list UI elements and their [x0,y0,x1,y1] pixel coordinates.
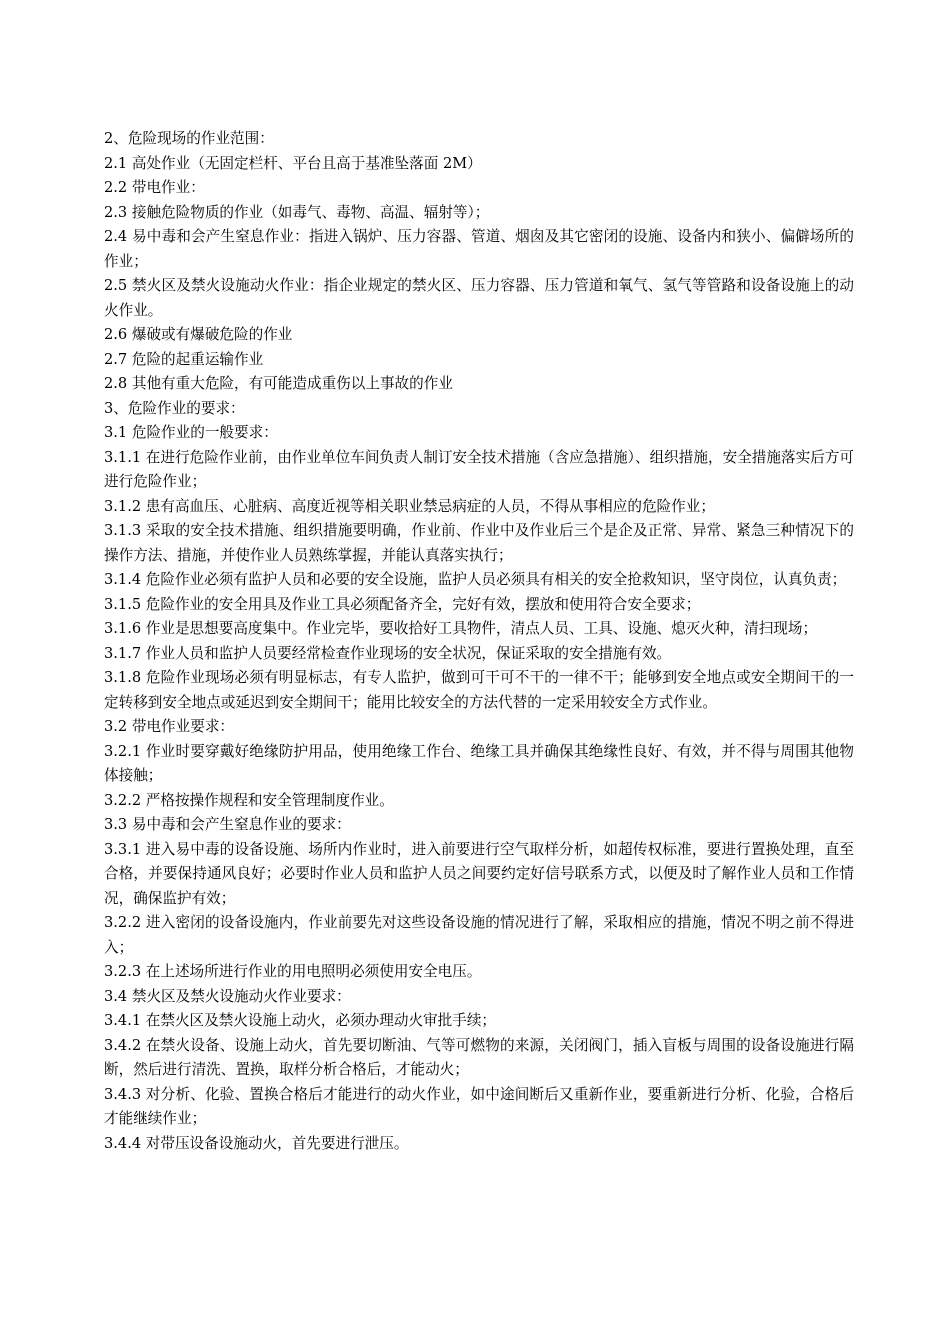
paragraph: 3.3 易中毒和会产生窒息作业的要求： [104,816,351,833]
paragraph: 3.3.1 进入易中毒的设备设施、场所内作业时，进入前要进行空气取样分析，如超传权标准，要进行置换处理，直至合格，并要保持通风良好；必要时作业人员和监护人员之间要约定好信号联系方式，以便及时了解作业人员和工作情况，确保监护有效； [104,840,854,907]
paragraph: 3.2.1 作业时要穿戴好绝缘防护用品，使用绝缘工作台、绝缘工具并确保其绝缘性良好、有效，并不得与周围其他物体接触； [104,742,854,784]
paragraph: 2.2 带电作业： [104,179,205,196]
paragraph: 3.4.4 对带压设备设施动火，首先要进行泄压。 [104,1134,409,1152]
paragraph: 3.1.1 在进行危险作业前，由作业单位车间负责人制订安全技术措施（含应急措施）、组织措施，安全措施落实后方可进行危险作业； [104,448,854,490]
paragraph: 2.5 禁火区及禁火设施动火作业：指企业规定的禁火区、压力容器、压力管道和氧气、氢气等管路和设备设施上的动火作业。 [104,277,854,319]
paragraph: 2.4 易中毒和会产生窒息作业：指进入锅炉、压力容器、管道、烟囱及其它密闭的设施、设备内和狭小、偏僻场所的作业； [104,228,854,270]
paragraph: 3.4 禁火区及禁火设施动火作业要求： [104,987,351,1005]
paragraph: 3.4.1 在禁火区及禁火设施上动火，必须办理动火审批手续； [104,1012,497,1029]
paragraph: 2.1 高处作业（无固定栏杆、平台且高于基准坠落面 2M） [104,154,482,172]
paragraph: 3.1.2 患有高血压、心脏病、高度近视等相关职业禁忌病症的人员，不得从事相应的危险作业； [104,497,715,515]
paragraph: 3.1.5 危险作业的安全用具及作业工具必须配备齐全，完好有效，摆放和使用符合安全要求； [104,595,701,613]
paragraph: 3.1.7 作业人员和监护人员要经常检查作业现场的安全状况，保证采取的安全措施有效。 [104,644,672,662]
paragraph: 3.2.2 进入密闭的设备设施内，作业前要先对这些设备设施的情况进行了解，采取相应的措施，情况不明之前不得进入； [104,914,854,956]
paragraph: 3.2.2 严格按操作规程和安全管理制度作业。 [104,791,394,809]
paragraph: 3.4.3 对分析、化验、置换合格后才能进行的动火作业，如中途间断后又重新作业，要重新进行分析、化验，合格后才能继续作业； [104,1085,854,1127]
paragraph: 2.3 接触危险物质的作业（如毒气、毒物、高温、辐射等）； [104,203,490,221]
paragraph: 3.2 带电作业要求： [104,718,235,735]
paragraph: 3、危险作业的要求： [104,399,245,417]
document-body [104,127,854,1156]
paragraph: 3.1.6 作业是思想要高度集中。作业完毕，要收拾好工具物件，清点人员、工具、设施、熄灭火种，清扫现场； [104,620,818,637]
paragraph: 3.2.3 在上述场所进行作业的用电照明必须使用安全电压。 [104,963,482,980]
paragraph: 3.4.2 在禁火设备、设施上动火，首先要切断油、气等可燃物的来源，关闭阀门，插入盲板与周围的设备设施进行隔断，然后进行清洗、置换，取样分析合格后，才能动火； [104,1036,854,1078]
paragraph: 2.6 爆破或有爆破危险的作业 [104,326,293,343]
paragraph: 3.1.4 危险作业必须有监护人员和必要的安全设施，监护人员必须具有相关的安全抢救知识，坚守岗位，认真负责； [104,571,847,588]
paragraph: 3.1.8 危险作业现场必须有明显标志，有专人监护，做到可干可不干的一律不干；能够到安全地点或安全期间干的一定转移到安全地点或延迟到安全期间干；能用比较安全的方法代替的一定采用较安全方式作业。 [104,669,854,711]
paragraph: 3.1 危险作业的一般要求： [104,424,278,441]
paragraph: 2、危险现场的作业范围： [104,130,274,147]
paragraph: 2.7 危险的起重运输作业 [104,350,264,368]
paragraph: 2.8 其他有重大危险，有可能造成重伤以上事故的作业 [104,375,453,392]
paragraph: 3.1.3 采取的安全技术措施、组织措施要明确，作业前、作业中及作业后三个是企及正常、异常、紧急三种情况下的操作方法、措施，并使作业人员熟练掌握，并能认真落实执行； [104,522,854,564]
